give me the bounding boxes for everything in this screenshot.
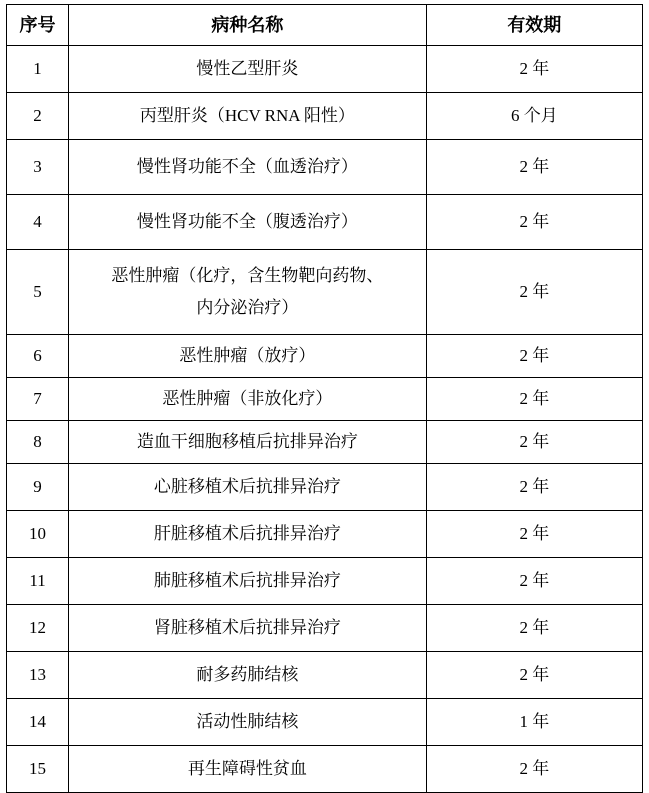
- table-row: [7, 195, 643, 250]
- cell-name: 慢性肾功能不全（血透治疗）: [69, 140, 427, 195]
- cell-no: 10: [7, 511, 69, 558]
- cell-no: 14: [7, 699, 69, 746]
- cell-name: 恶性肿瘤（非放化疗）: [69, 378, 427, 421]
- cell-valid: 1 年: [426, 699, 642, 746]
- table-row: [7, 558, 643, 605]
- table-row: [7, 464, 643, 511]
- table-row: [7, 746, 643, 793]
- cell-no: 4: [7, 195, 69, 250]
- column-header-no: 序号: [7, 5, 69, 46]
- table-row: [7, 335, 643, 378]
- cell-name: 肺脏移植术后抗排异治疗: [69, 558, 427, 605]
- cell-name: 造血干细胞移植后抗排异治疗: [69, 421, 427, 464]
- cell-name: 再生障碍性贫血: [69, 746, 427, 793]
- table-row: [7, 378, 643, 421]
- cell-no: 5: [7, 250, 69, 335]
- cell-valid: 2 年: [426, 464, 642, 511]
- cell-no: 15: [7, 746, 69, 793]
- cell-valid: 2 年: [426, 605, 642, 652]
- cell-valid: 6 个月: [426, 93, 642, 140]
- cell-no: 11: [7, 558, 69, 605]
- cell-valid: 2 年: [426, 378, 642, 421]
- cell-valid: 2 年: [426, 46, 642, 93]
- column-header-name: 病种名称: [69, 5, 427, 46]
- table-row: [7, 250, 643, 335]
- cell-name: 心脏移植术后抗排异治疗: [69, 464, 427, 511]
- cell-name: 肝脏移植术后抗排异治疗: [69, 511, 427, 558]
- cell-valid: 2 年: [426, 746, 642, 793]
- cell-no: 12: [7, 605, 69, 652]
- table-row: [7, 93, 643, 140]
- table-row: [7, 46, 643, 93]
- cell-valid: 2 年: [426, 140, 642, 195]
- cell-valid: 2 年: [426, 250, 642, 335]
- cell-no: 8: [7, 421, 69, 464]
- cell-valid: 2 年: [426, 421, 642, 464]
- cell-no: 2: [7, 93, 69, 140]
- table-row: [7, 421, 643, 464]
- cell-valid: 2 年: [426, 335, 642, 378]
- cell-valid: 2 年: [426, 652, 642, 699]
- table-row: [7, 511, 643, 558]
- cell-name-line1: 恶性肿瘤（化疗，含生物靶向药物、: [111, 265, 384, 285]
- cell-name: 活动性肺结核: [69, 699, 427, 746]
- cell-valid: 2 年: [426, 558, 642, 605]
- table-header: [7, 5, 643, 46]
- table-row: [7, 699, 643, 746]
- cell-name-line2: 内分泌治疗）: [196, 298, 299, 317]
- cell-name: 肾脏移植术后抗排异治疗: [69, 605, 427, 652]
- cell-valid: 2 年: [426, 195, 642, 250]
- table-row: [7, 652, 643, 699]
- cell-name: 耐多药肺结核: [69, 652, 427, 699]
- disease-table: [6, 4, 643, 793]
- cell-name: [69, 250, 427, 335]
- cell-valid: 2 年: [426, 511, 642, 558]
- cell-no: 1: [7, 46, 69, 93]
- cell-no: 9: [7, 464, 69, 511]
- table-row: [7, 605, 643, 652]
- table-row: [7, 140, 643, 195]
- cell-no: 7: [7, 378, 69, 421]
- cell-name: 慢性肾功能不全（腹透治疗）: [69, 195, 427, 250]
- column-header-valid: 有效期: [426, 5, 642, 46]
- cell-name: 恶性肿瘤（放疗）: [69, 335, 427, 378]
- cell-no: 6: [7, 335, 69, 378]
- table-header-row: [7, 5, 643, 46]
- table-body: [7, 46, 643, 793]
- cell-name: 慢性乙型肝炎: [69, 46, 427, 93]
- cell-name: 丙型肝炎（HCV RNA 阳性）: [69, 93, 427, 140]
- cell-no: 3: [7, 140, 69, 195]
- cell-no: 13: [7, 652, 69, 699]
